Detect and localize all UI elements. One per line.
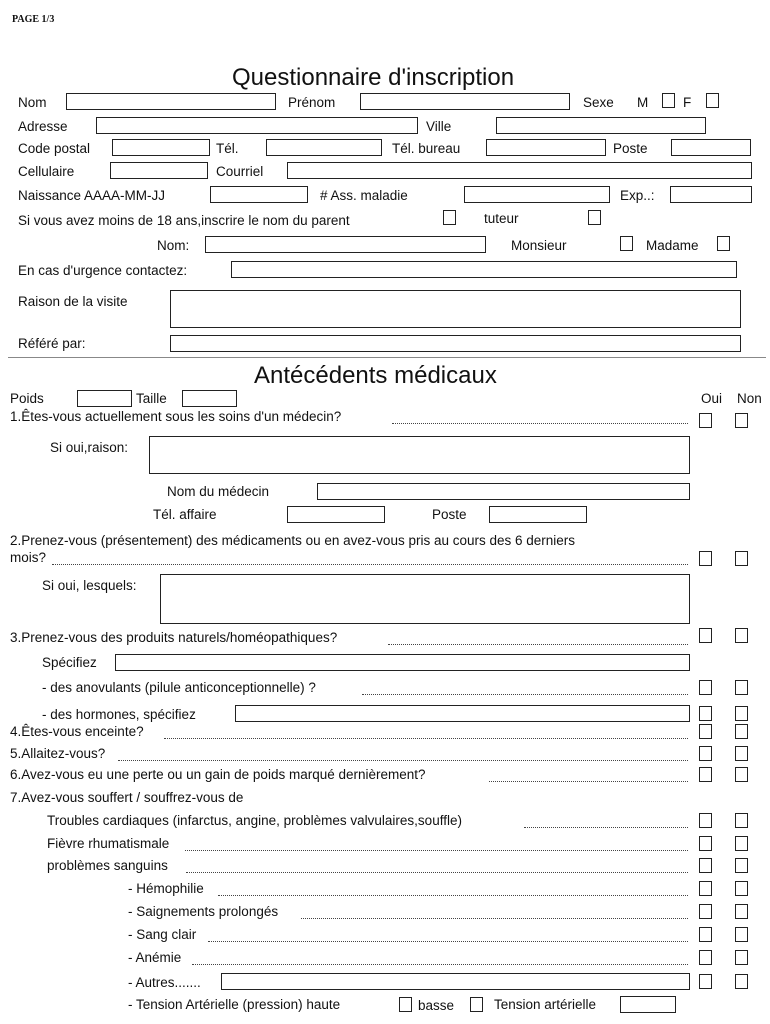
tel-bureau-label: Tél. bureau [392,141,461,156]
sexe-m-checkbox[interactable] [662,93,675,108]
q7-sang-clair-oui-checkbox[interactable] [699,927,712,942]
non-header: Non [737,391,762,406]
q1-raison-field[interactable] [149,436,690,474]
q1-poste-field[interactable] [489,506,587,523]
q3-hormones-non-checkbox[interactable] [735,706,748,721]
poste-field[interactable] [671,139,751,156]
refere-label: Référé par: [18,336,86,351]
q1-oui-checkbox[interactable] [699,413,712,428]
q7-anemie-oui-checkbox[interactable] [699,950,712,965]
nom-field[interactable] [66,93,276,110]
raison-label: Raison de la visite [18,294,128,309]
q4-leader [164,738,688,739]
section-divider [8,357,766,358]
cellulaire-field[interactable] [110,162,208,179]
q5-leader [118,760,688,761]
q3-non-checkbox[interactable] [735,628,748,643]
q1-nom-medecin-field[interactable] [317,483,690,500]
raison-field[interactable] [170,290,741,328]
monsieur-label: Monsieur [511,238,567,253]
q7-anemie-leader [192,964,688,965]
q3-hormones-oui-checkbox[interactable] [699,706,712,721]
q7-tension-haute-checkbox[interactable] [399,997,412,1012]
q7-tension-haute-label: - Tension Artérielle (pression) haute [128,997,341,1012]
tel-label: Tél. [216,141,239,156]
q1-tel-affaire-label: Tél. affaire [153,507,217,522]
urgence-field[interactable] [231,261,737,278]
q1-poste-label: Poste [432,507,467,522]
q7-basse-label: basse [418,998,455,1013]
exp-label: Exp..: [620,188,655,203]
q3-hormones-field[interactable] [235,705,690,722]
q3-specifiez-field[interactable] [115,654,690,671]
q7-fievre-leader [185,850,688,851]
courriel-field[interactable] [287,162,752,179]
q7-sanguins-label: problèmes sanguins [47,858,168,873]
sexe-label: Sexe [583,95,614,110]
q5-oui-checkbox[interactable] [699,746,712,761]
refere-field[interactable] [170,335,741,352]
exp-field[interactable] [670,186,752,203]
q7-anemie-non-checkbox[interactable] [735,950,748,965]
ville-field[interactable] [496,117,706,134]
q7-autres-label: - Autres....... [128,975,201,990]
q3-label: 3.Prenez-vous des produits naturels/homéopathiques? [10,630,338,645]
q7-anemie-label: - Anémie [128,950,182,965]
adresse-field[interactable] [96,117,418,134]
q3-anovulants-oui-checkbox[interactable] [699,680,712,695]
q7-autres-field[interactable] [221,973,690,990]
q1-tel-affaire-field[interactable] [287,506,385,523]
q1-non-checkbox[interactable] [735,413,748,428]
tel-bureau-field[interactable] [486,139,606,156]
page-number: PAGE 1/3 [12,14,55,25]
q1-leader [392,423,688,424]
poids-label: Poids [10,391,44,406]
q7-cardiaques-label: Troubles cardiaques (infarctus, angine, problèmes valvulaires,souffle) [47,813,462,828]
q7-hemophilie-label: - Hémophilie [128,881,204,896]
q7-autres-non-checkbox[interactable] [735,974,748,989]
cellulaire-label: Cellulaire [18,164,75,179]
ville-label: Ville [426,119,452,134]
sexe-f-checkbox[interactable] [706,93,719,108]
sexe-f-label: F [683,95,692,110]
q1-raison-label: Si oui,raison: [50,440,129,455]
q7-saignements-oui-checkbox[interactable] [699,904,712,919]
q7-tension-field[interactable] [620,996,676,1013]
q7-label: 7.Avez-vous souffert / souffrez-vous de [10,790,244,805]
q2-lesquels-field[interactable] [160,574,690,624]
q7-tension-basse-checkbox[interactable] [470,997,483,1012]
q3-oui-checkbox[interactable] [699,628,712,643]
parent-nom-field[interactable] [205,236,486,253]
q6-oui-checkbox[interactable] [699,767,712,782]
q7-sanguins-leader [186,872,688,873]
minor-label: Si vous avez moins de 18 ans,inscrire le nom du parent [18,213,350,228]
poste-label: Poste [613,141,648,156]
form-title: Questionnaire d'inscription [232,64,515,91]
q4-non-checkbox[interactable] [735,724,748,739]
q1-nom-medecin-label: Nom du médecin [167,484,270,499]
q2-label-line1: 2.Prenez-vous (présentement) des médicaments ou en avez-vous pris au cours des 6 derniers [10,533,576,548]
oui-header: Oui [701,391,723,406]
q3-anovulants-non-checkbox[interactable] [735,680,748,695]
q7-hemophilie-leader [218,895,688,896]
q7-fievre-label: Fièvre rhumatismale [47,836,170,851]
nom-label: Nom [18,95,47,110]
q3-anovulants-label: - des anovulants (pilule anticonceptionnelle) ? [42,680,316,695]
q4-oui-checkbox[interactable] [699,724,712,739]
q7-hemophilie-oui-checkbox[interactable] [699,881,712,896]
q1-label: 1.Êtes-vous actuellement sous les soins d'un médecin? [10,409,342,424]
taille-field[interactable] [182,390,237,407]
q7-sang-clair-leader [208,941,688,942]
q3-leader [388,644,688,645]
sexe-m-label: M [637,95,649,110]
q2-oui-checkbox[interactable] [699,551,712,566]
naissance-field[interactable] [210,186,308,203]
naissance-label: Naissance AAAA-MM-JJ [18,188,166,203]
ass-maladie-label: # Ass. maladie [320,188,408,203]
q7-sanguins-oui-checkbox[interactable] [699,858,712,873]
taille-label: Taille [136,391,167,406]
tuteur-checkbox[interactable] [588,210,601,225]
q7-saignements-leader [301,918,688,919]
q3-anovulants-leader [362,694,688,695]
q7-hemophilie-non-checkbox[interactable] [735,881,748,896]
q6-non-checkbox[interactable] [735,767,748,782]
q2-non-checkbox[interactable] [735,551,748,566]
q5-non-checkbox[interactable] [735,746,748,761]
q7-cardiaques-leader [524,827,688,828]
q6-leader [489,781,688,782]
q7-sang-clair-non-checkbox[interactable] [735,927,748,942]
q7-fievre-non-checkbox[interactable] [735,836,748,851]
q7-sang-clair-label: - Sang clair [128,927,197,942]
q4-label: 4.Êtes-vous enceinte? [10,724,144,739]
tuteur-label: tuteur [484,211,519,226]
code-postal-label: Code postal [18,141,91,156]
adresse-label: Adresse [18,119,68,134]
ass-maladie-field[interactable] [464,186,610,203]
monsieur-checkbox[interactable] [620,236,633,251]
q7-tension-label: Tension artérielle [494,997,597,1012]
q5-label: 5.Allaitez-vous? [10,746,106,761]
q3-specifiez-label: Spécifiez [42,655,97,670]
prenom-label: Prénom [288,95,336,110]
q3-hormones-label: - des hormones, spécifiez [42,707,196,722]
q2-leader [52,564,688,565]
q7-cardiaques-non-checkbox[interactable] [735,813,748,828]
code-postal-field[interactable] [112,139,210,156]
q7-sanguins-non-checkbox[interactable] [735,858,748,873]
courriel-label: Courriel [216,164,264,179]
q7-fievre-oui-checkbox[interactable] [699,836,712,851]
section-title: Antécédents médicaux [254,362,497,389]
parent-nom-label: Nom: [157,238,190,253]
q7-autres-oui-checkbox[interactable] [699,974,712,989]
q7-saignements-non-checkbox[interactable] [735,904,748,919]
poids-field[interactable] [77,390,132,407]
q2-lesquels-label: Si oui, lesquels: [42,578,137,593]
q2-label-line2: mois? [10,550,47,565]
tel-field[interactable] [266,139,382,156]
madame-label: Madame [646,238,699,253]
q7-cardiaques-oui-checkbox[interactable] [699,813,712,828]
q6-label: 6.Avez-vous eu une perte ou un gain de poids marqué dernièrement? [10,767,426,782]
q7-saignements-label: - Saignements prolongés [128,904,279,919]
parent-checkbox[interactable] [443,210,456,225]
urgence-label: En cas d'urgence contactez: [18,263,188,278]
prenom-field[interactable] [360,93,570,110]
madame-checkbox[interactable] [717,236,730,251]
